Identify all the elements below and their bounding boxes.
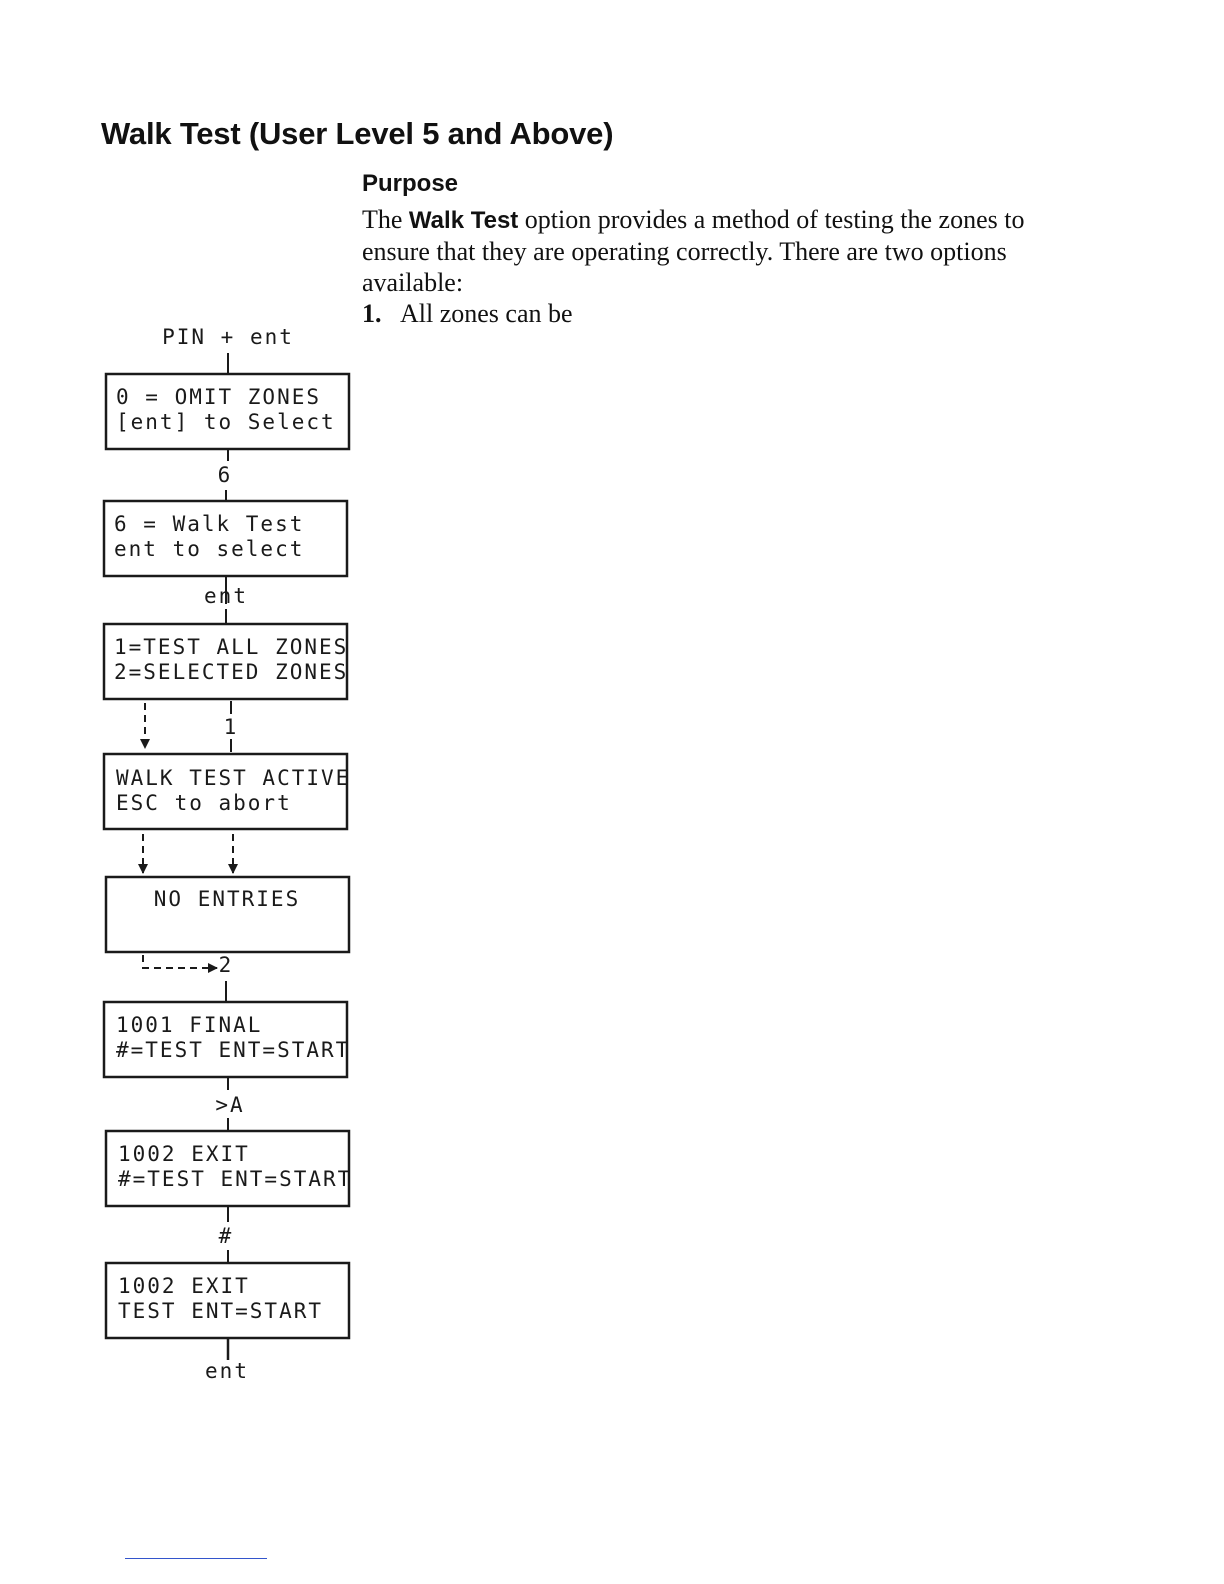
screen-line-1: 1001 FINAL xyxy=(116,1013,263,1037)
screen-line-2: ESC to abort xyxy=(116,791,292,815)
screen-no-entries xyxy=(106,877,349,952)
screen-line-1: NO ENTRIES xyxy=(153,887,301,911)
screen-final-zone xyxy=(104,1002,350,1077)
screen-line-2: 2=SELECTED ZONES xyxy=(114,660,349,684)
screen-line-2: [ent] to Select xyxy=(116,410,336,434)
screen-line-1: 1002 EXIT xyxy=(118,1142,250,1166)
connector-label: 2 xyxy=(218,953,234,977)
screen-exit-zone-tested xyxy=(106,1263,349,1338)
screen-line-2: #=TEST ENT=START xyxy=(118,1167,353,1191)
walk-test-emphasis: Walk Test xyxy=(408,207,519,234)
list-item-text: All zones can be xyxy=(400,299,573,328)
paragraph-rest: option provides a method of testing the zones to ensure that they are operating correctly. There are two options available: xyxy=(362,205,1025,297)
connector-label: ent xyxy=(204,584,248,608)
dashed-arrow xyxy=(143,955,217,968)
screen-line-2: TEST ENT=START xyxy=(118,1299,324,1323)
screen-line-1: 1002 EXIT xyxy=(118,1274,250,1298)
screen-omit-zones xyxy=(106,374,349,449)
screen-line-1: 1=TEST ALL ZONES xyxy=(114,635,349,659)
screen-exit-zone xyxy=(106,1131,352,1206)
screen-test-options xyxy=(104,624,348,699)
start-label: PIN + ent xyxy=(162,325,294,349)
screen-line-1: WALK TEST ACTIVE xyxy=(116,766,351,790)
paragraph-lead: The xyxy=(362,205,409,234)
connector-label: 1 xyxy=(223,715,239,739)
connector-label: >A xyxy=(215,1093,245,1117)
end-label: ent xyxy=(205,1359,249,1383)
screen-walk-test-active xyxy=(104,754,350,829)
screen-line-2: #=TEST ENT=START xyxy=(116,1038,351,1062)
screen-walk-test xyxy=(104,501,347,576)
footnote-rule xyxy=(125,1558,267,1559)
connector-label: # xyxy=(218,1224,234,1248)
section-heading-purpose: Purpose xyxy=(362,170,459,197)
connector-label: 6 xyxy=(217,463,233,487)
screen-line-1: 6 = Walk Test xyxy=(114,512,305,536)
page-title: Walk Test (User Level 5 and Above) xyxy=(101,116,614,151)
screen-line-2: ent to select xyxy=(114,537,305,561)
list-item-number: 1. xyxy=(362,299,382,328)
screen-line-1: 0 = OMIT ZONES xyxy=(116,385,322,409)
